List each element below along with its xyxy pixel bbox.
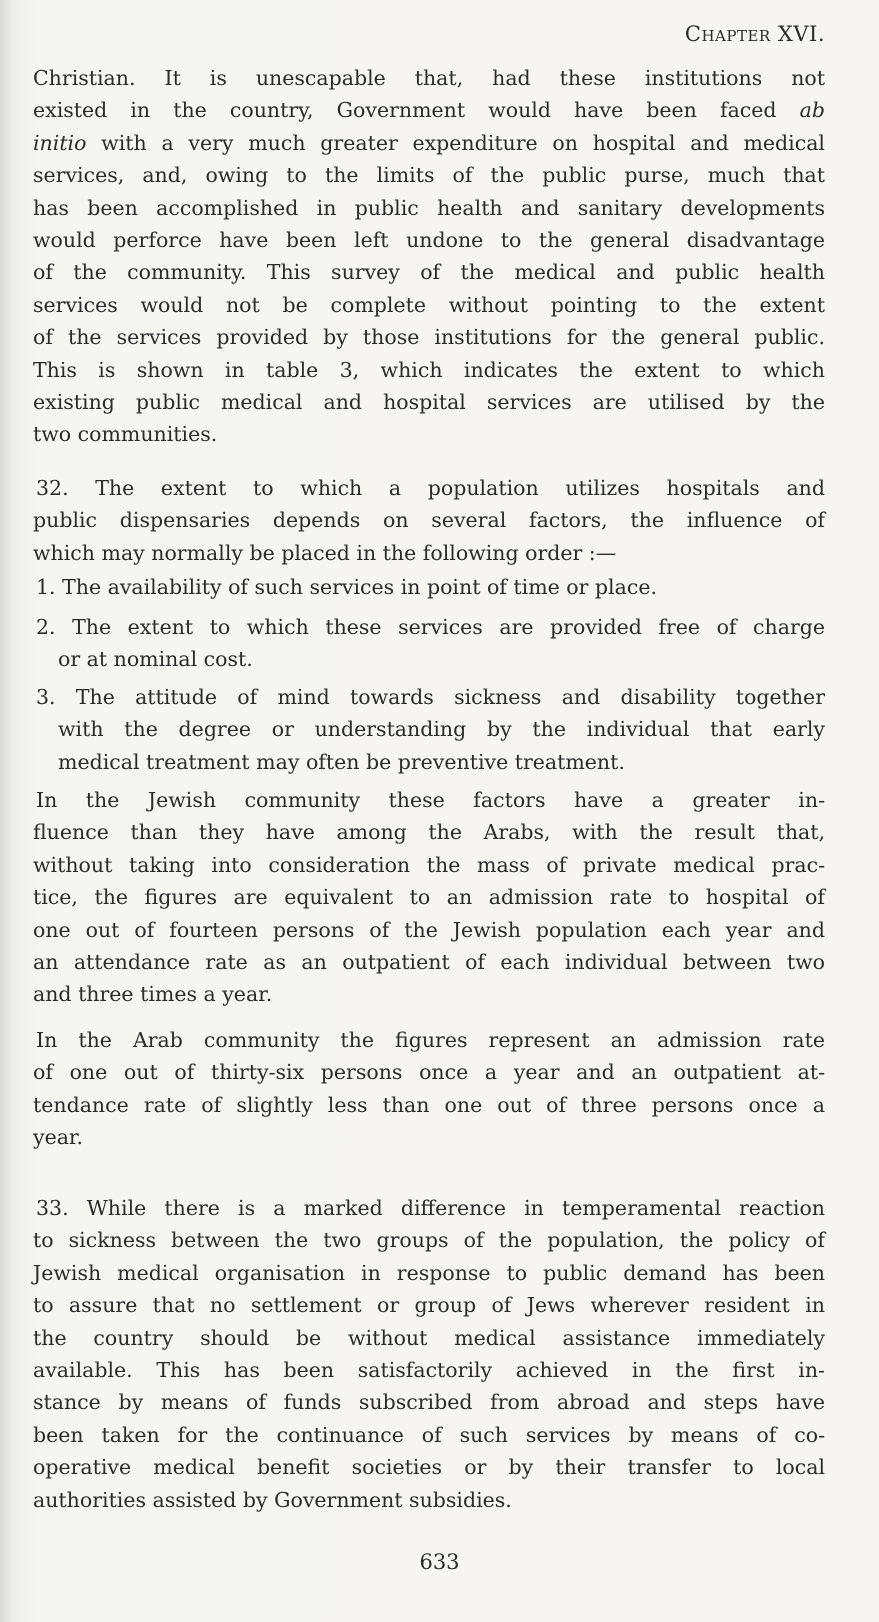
text-line: 33. While there is a marked difference in temperamental reaction [36,1196,825,1220]
text-line: tendance rate of slightly less than one out of three persons once a [33,1092,825,1117]
text-line: Jewish medical organisation in response to public demand has been [33,1260,825,1285]
text-line: year. [33,1125,83,1150]
text-line: one out of fourteen persons of the Jewish population each year and [33,917,825,942]
text-line: 1. The availability of such services in point of time or place. [36,575,657,599]
list-item-1 [33,571,825,603]
text-line: and three times a year. [33,982,273,1007]
text-line: the country should be without medical assistance immediately [33,1325,825,1350]
text-line: to assure that no settlement or group of Jews wherever resident in [33,1293,825,1318]
text-line: This is shown in table 3, which indicates the extent to which [33,357,825,382]
text-line: 2. The extent to which these services are provided free of charge [36,615,825,639]
text-line: services, and, owing to the limits of the public purse, much that [33,163,825,188]
paragraph-33 [33,1192,825,1516]
paragraph-jewish-community [33,784,825,1011]
text-line: been taken for the continuance of such services by means of co- [33,1422,825,1447]
text-line: without taking into consideration the mass of private medical prac- [33,852,825,877]
list-item-3 [33,681,825,778]
text-line: In the Arab community the figures represent an admission rate [36,1028,825,1052]
paragraph-arab-community [33,1024,825,1154]
text-line: existing public medical and hospital services are utilised by the [33,389,825,414]
page-number: 633 [419,1550,460,1574]
text-line: Christian. It is unescapable that, had these institutions not [33,66,825,90]
text-line: which may normally be placed in the following order :— [33,540,617,565]
text-line: fluence than they have among the Arabs, with the result that, [33,820,825,845]
text-line: available. This has been satisfactorily achieved in the first in- [33,1357,825,1382]
text-line: public dispensaries depends on several factors, the influence of [33,508,825,533]
text-line: 32. The extent to which a population utilizes hospitals and [36,476,825,500]
list-item-2 [33,611,825,676]
text-line: In the Jewish community these factors have a greater in- [36,788,825,812]
text-line: would perforce have been left undone to the general disadvantage [33,227,825,252]
text-line: with the degree or understanding by the individual that early [58,717,825,742]
text-line: of one out of thirty-six persons once a year and an outpatient at- [33,1060,825,1085]
text-line: or at nominal cost. [58,647,253,672]
paragraph-intro [33,62,825,451]
text-line: an attendance rate as an outpatient of each individual between two [33,949,825,974]
text-line: 3. The attitude of mind towards sickness and disability together [36,685,825,709]
text-line: existed in the country, Government would have been faced ab [33,98,825,123]
text-line: of the community. This survey of the medical and public health [33,260,825,285]
text-line: of the services provided by those institutions for the general public. [33,325,825,350]
text-line: initio with a very much greater expenditure on hospital and medical [33,130,825,155]
text-line: two communities. [33,422,218,447]
text-line: authorities assisted by Government subsidies. [33,1487,512,1512]
text-line: to sickness between the two groups of the population, the policy of [33,1228,825,1253]
text-line: stance by means of funds subscribed from abroad and steps have [33,1390,825,1415]
chapter-heading: Chapter XVI. [684,22,825,46]
text-line: tice, the figures are equivalent to an admission rate to hospital of [33,885,825,910]
text-line: operative medical benefit societies or by their transfer to local [33,1455,825,1480]
paragraph-32 [33,472,825,569]
text-line: has been accomplished in public health and sanitary developments [33,195,825,220]
text-line: medical treatment may often be preventive treatment. [58,749,625,774]
text-line: services would not be complete without pointing to the extent [33,292,825,317]
